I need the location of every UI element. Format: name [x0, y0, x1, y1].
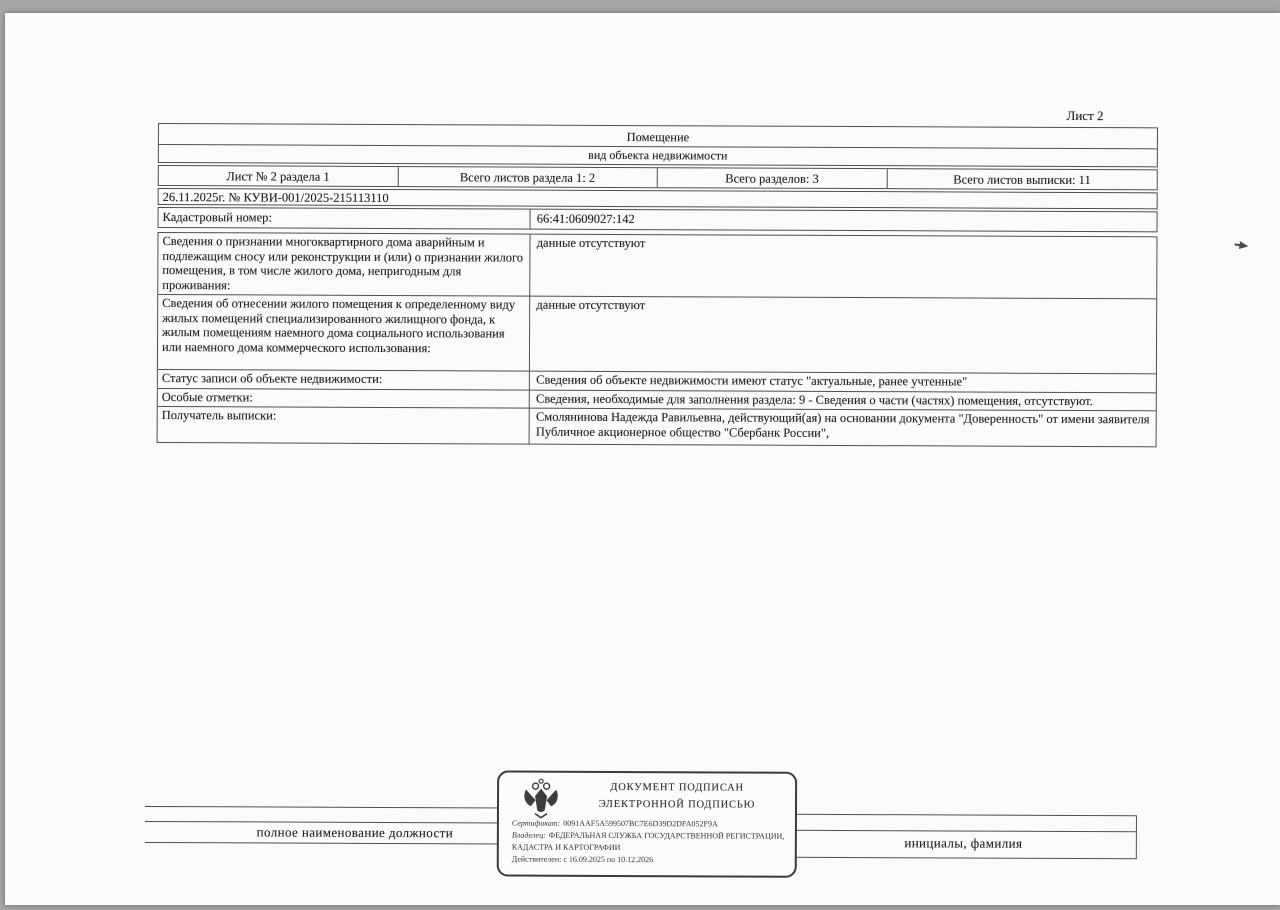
- position-caption: полное наименование должности: [256, 824, 454, 841]
- stamp-title-line2: ЭЛЕКТРОННОЙ ПОДПИСЬЮ: [598, 798, 756, 811]
- scan-artifact-mark: [1239, 241, 1249, 250]
- object-type-caption: вид объекта недвижимости: [588, 147, 728, 163]
- attribute-value: Сведения об объекте недвижимости имеют статус "актуальные, ранее учтенные": [536, 372, 968, 389]
- table-row: [158, 233, 1156, 299]
- stamp-validity-line: [512, 854, 787, 867]
- cadastral-number-value: 66:41:0609027:142: [536, 211, 635, 227]
- signature-line: [791, 830, 1136, 833]
- sheets-summary-table: [158, 165, 1158, 190]
- validity-value: Действителен: с 16.09.2025 по 10.12.2026: [511, 854, 654, 865]
- attribute-label: Статус записи об объекте недвижимости:: [158, 370, 530, 389]
- object-type-table: [158, 123, 1158, 167]
- attribute-value: Смолянинова Надежда Равильевна, действующий(ая) на основании документа "Доверенность" от имени заявителя Публичное акционерное общество "Сбербанк России",: [535, 409, 1150, 440]
- electronic-signature-stamp: [497, 770, 797, 877]
- owner-label: Владелец:: [511, 830, 546, 840]
- cadastral-number-table: [158, 207, 1158, 232]
- table-row: [158, 407, 1156, 446]
- certificate-label: Сертификат:: [511, 818, 561, 828]
- date-request-number: 26.11.2025г. № КУВИ-001/2025-215113110: [158, 188, 1158, 209]
- signature-name-block: [790, 814, 1137, 860]
- attribute-value: данные отсутствуют: [536, 297, 646, 313]
- attribute-label: Особые отметки:: [158, 388, 530, 407]
- stamp-info: [512, 818, 787, 867]
- owner-value: ФЕДЕРАЛЬНАЯ СЛУЖБА ГОСУДАРСТВЕННОЙ РЕГИСТРАЦИИ, КАДАСТРА И КАРТОГРАФИИ: [511, 830, 785, 853]
- attribute-label: Сведения о признании многоквартирного дома аварийным и подлежащим сносу или реконструкции и (или) о признании жилого помещения, в том числе жилого дома, непригодным для проживания:: [158, 233, 531, 296]
- certificate-value: 0091AAF5A599507BC7E6D39D2DFA052F9A: [563, 818, 718, 829]
- sheet-of-section-cell: Лист № 2 раздела 1: [159, 166, 399, 186]
- attribute-label: Сведения об отнесении жилого помещения к определенному виду жилых помещений специализированного жилищного фонда, к жилым помещениям наемного дома социального использования или наемного дома коммерческого использования:: [158, 295, 531, 371]
- stamp-title-line1: ДОКУМЕНТ ПОДПИСАН: [610, 781, 744, 794]
- attribute-label: Получатель выписки:: [158, 407, 530, 444]
- sheet-number-label: Лист 2: [1066, 107, 1104, 124]
- stamp-owner-line: [512, 830, 787, 855]
- total-sheets-extract-cell: Всего листов выписки: 11: [953, 172, 1091, 188]
- attributes-table: [157, 232, 1158, 447]
- total-sheets-section-cell: Всего листов раздела 1: 2: [398, 167, 658, 187]
- object-type-value: Помещение: [159, 124, 1157, 149]
- attribute-value: Сведения, необходимые для заполнения раздела: 9 - Сведения о части (частях) помещения, отсутствуют.: [536, 391, 1093, 408]
- cadastral-number-label: Кадастровый номер:: [159, 208, 531, 229]
- table-row: [158, 295, 1156, 374]
- attribute-value: данные отсутствуют: [536, 235, 646, 251]
- total-sections-cell: Всего разделов: 3: [658, 168, 888, 188]
- name-caption: инициалы, фамилия: [904, 835, 1023, 851]
